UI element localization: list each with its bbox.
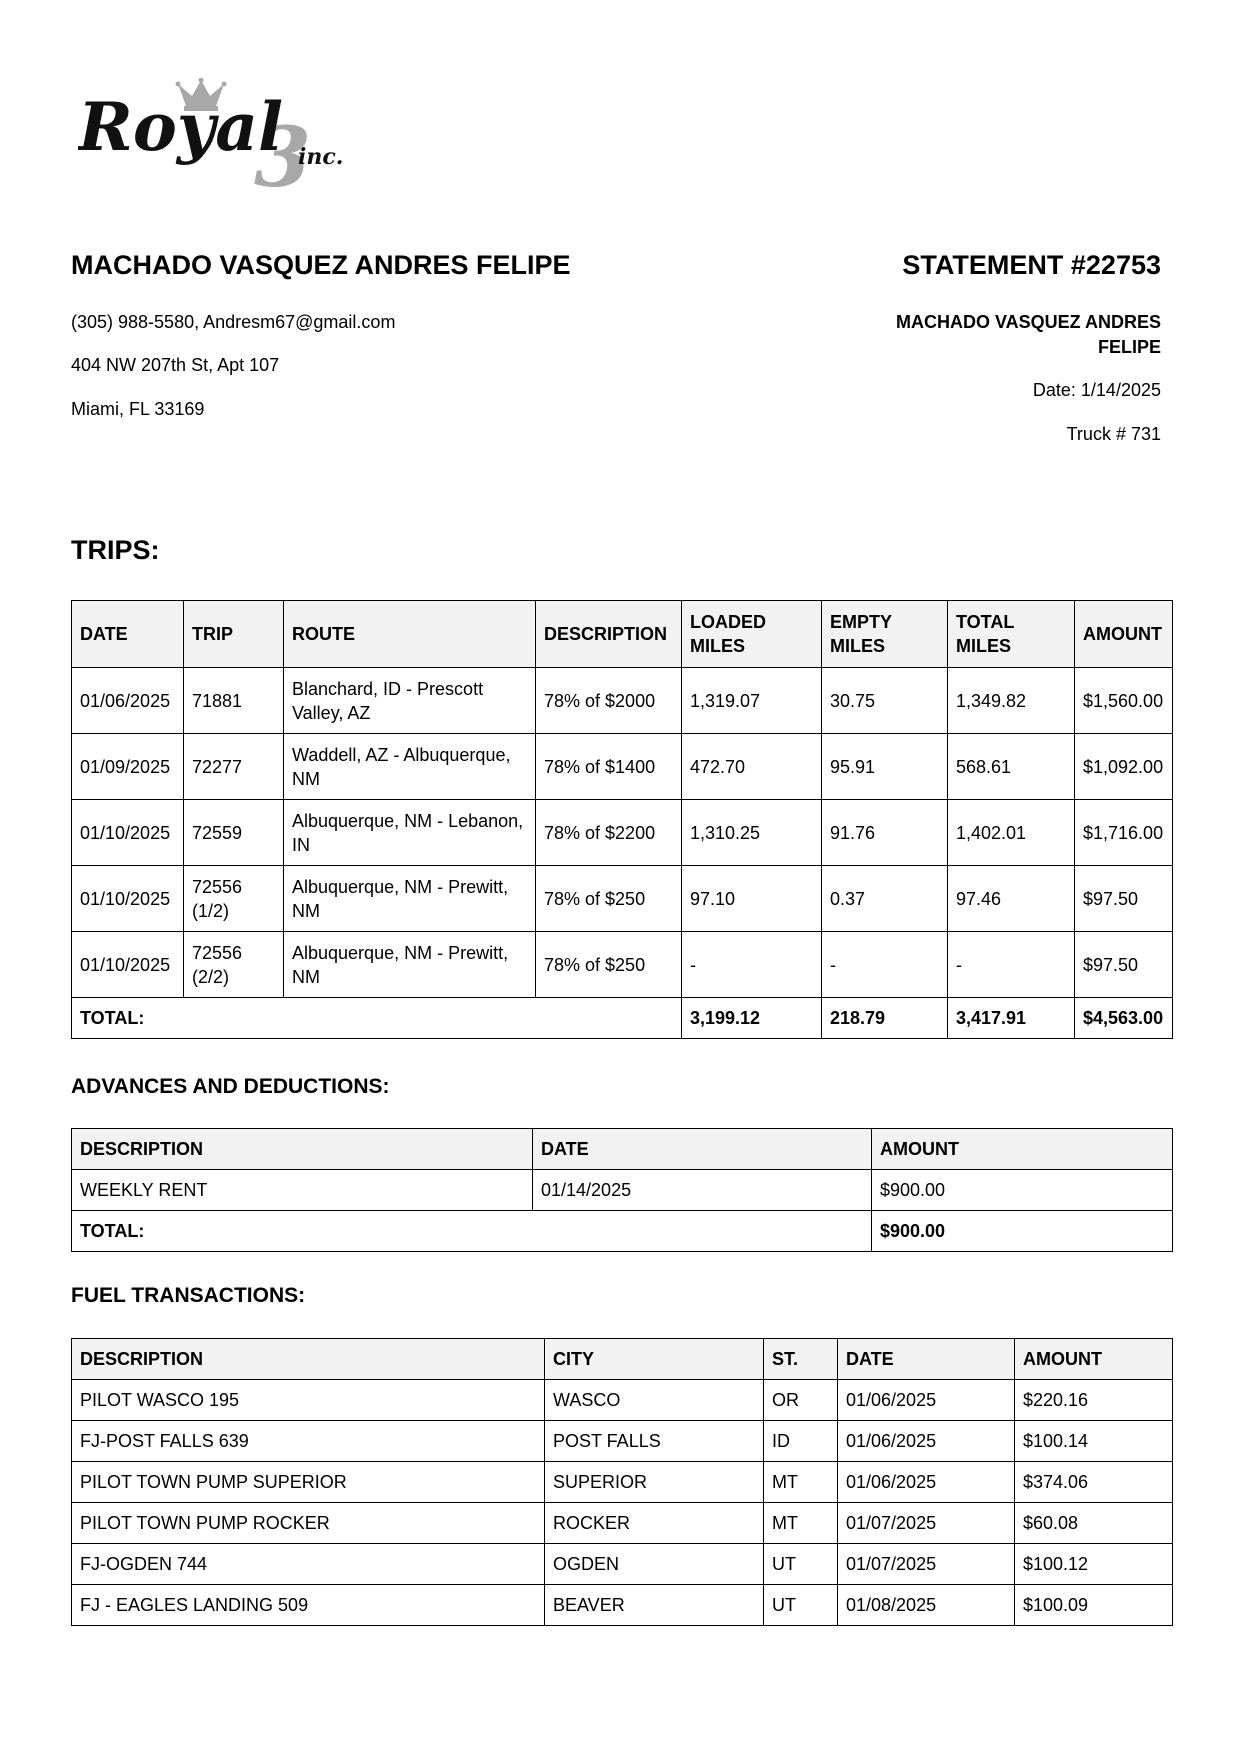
table-cell: $100.14 bbox=[1015, 1421, 1173, 1462]
table-cell: 95.91 bbox=[822, 734, 948, 800]
table-cell: Blanchard, ID - Prescott Valley, AZ bbox=[284, 668, 536, 734]
table-cell: MT bbox=[764, 1503, 838, 1544]
column-header: TRIP bbox=[184, 601, 284, 668]
column-header: AMOUNT bbox=[1075, 601, 1173, 668]
table-cell: 97.46 bbox=[948, 866, 1075, 932]
table-cell: 01/14/2025 bbox=[533, 1170, 872, 1211]
svg-text:inc.: inc. bbox=[298, 144, 344, 170]
table-cell: FJ - EAGLES LANDING 509 bbox=[72, 1585, 545, 1626]
company-logo bbox=[78, 78, 383, 193]
driver-address-line2: Miami, FL 33169 bbox=[71, 399, 205, 419]
table-cell: 0.37 bbox=[822, 866, 948, 932]
table-cell: $97.50 bbox=[1075, 866, 1173, 932]
total-label: TOTAL: bbox=[72, 998, 682, 1039]
fuel-section-title: FUEL TRANSACTIONS: bbox=[71, 1284, 306, 1307]
table-cell: 97.10 bbox=[682, 866, 822, 932]
table-cell: $97.50 bbox=[1075, 932, 1173, 998]
trips-section-title: TRIPS: bbox=[71, 535, 160, 565]
total-label: TOTAL: bbox=[72, 1211, 872, 1252]
table-cell: BEAVER bbox=[545, 1585, 764, 1626]
column-header: DATE bbox=[533, 1129, 872, 1170]
total-loaded-miles: 3,199.12 bbox=[682, 998, 822, 1039]
column-header: DATE bbox=[838, 1339, 1015, 1380]
table-row bbox=[72, 800, 1173, 866]
table-row bbox=[72, 1170, 1173, 1211]
table-cell: 01/06/2025 bbox=[72, 668, 184, 734]
table-cell: $1,092.00 bbox=[1075, 734, 1173, 800]
table-cell: UT bbox=[764, 1585, 838, 1626]
table-cell: PILOT TOWN PUMP SUPERIOR bbox=[72, 1462, 545, 1503]
column-header: TOTAL MILES bbox=[948, 601, 1075, 668]
column-header: DATE bbox=[72, 601, 184, 668]
table-cell: 01/07/2025 bbox=[838, 1544, 1015, 1585]
table-cell: FJ-OGDEN 744 bbox=[72, 1544, 545, 1585]
driver-name: MACHADO VASQUEZ ANDRES FELIPE bbox=[71, 250, 571, 280]
table-cell: $60.08 bbox=[1015, 1503, 1173, 1544]
table-cell: 568.61 bbox=[948, 734, 1075, 800]
table-cell: UT bbox=[764, 1544, 838, 1585]
total-miles: 3,417.91 bbox=[948, 998, 1075, 1039]
table-cell: ID bbox=[764, 1421, 838, 1462]
column-header: DESCRIPTION bbox=[536, 601, 682, 668]
table-cell: $374.06 bbox=[1015, 1462, 1173, 1503]
table-cell: FJ-POST FALLS 639 bbox=[72, 1421, 545, 1462]
table-cell: $220.16 bbox=[1015, 1380, 1173, 1421]
table-cell: Albuquerque, NM - Prewitt, NM bbox=[284, 866, 536, 932]
table-cell: OR bbox=[764, 1380, 838, 1421]
table-cell: $900.00 bbox=[872, 1170, 1173, 1211]
column-header: ST. bbox=[764, 1339, 838, 1380]
table-cell: $1,716.00 bbox=[1075, 800, 1173, 866]
table-cell: Waddell, AZ - Albuquerque, NM bbox=[284, 734, 536, 800]
table-cell: 01/07/2025 bbox=[838, 1503, 1015, 1544]
column-header: ROUTE bbox=[284, 601, 536, 668]
table-cell: 72556 (2/2) bbox=[184, 932, 284, 998]
table-cell: Albuquerque, NM - Prewitt, NM bbox=[284, 932, 536, 998]
statement-driver-name: MACHADO VASQUEZ ANDRES FELIPE bbox=[895, 312, 1161, 357]
table-cell: - bbox=[948, 932, 1075, 998]
table-cell: PILOT WASCO 195 bbox=[72, 1380, 545, 1421]
table-cell: Albuquerque, NM - Lebanon, IN bbox=[284, 800, 536, 866]
table-cell: $1,560.00 bbox=[1075, 668, 1173, 734]
table-row bbox=[72, 1421, 1173, 1462]
trips-table bbox=[71, 600, 1173, 1039]
table-cell: - bbox=[822, 932, 948, 998]
table-cell: 91.76 bbox=[822, 800, 948, 866]
table-cell: 1,319.07 bbox=[682, 668, 822, 734]
truck-number: Truck # 731 bbox=[1066, 424, 1161, 444]
fuel-header-row bbox=[72, 1339, 1173, 1380]
table-cell: 1,310.25 bbox=[682, 800, 822, 866]
table-cell: PILOT TOWN PUMP ROCKER bbox=[72, 1503, 545, 1544]
statement-title: STATEMENT #22753 bbox=[902, 250, 1161, 280]
table-cell: WASCO bbox=[545, 1380, 764, 1421]
table-cell: 71881 bbox=[184, 668, 284, 734]
driver-address-line1: 404 NW 207th St, Apt 107 bbox=[71, 355, 280, 375]
table-cell: 72277 bbox=[184, 734, 284, 800]
table-row bbox=[72, 734, 1173, 800]
table-cell: $100.09 bbox=[1015, 1585, 1173, 1626]
advances-table bbox=[71, 1128, 1173, 1252]
table-row bbox=[72, 1462, 1173, 1503]
column-header: EMPTY MILES bbox=[822, 601, 948, 668]
svg-text:Royal: Royal bbox=[78, 88, 284, 166]
table-cell: 01/10/2025 bbox=[72, 866, 184, 932]
table-cell: 01/06/2025 bbox=[838, 1421, 1015, 1462]
table-cell: 01/10/2025 bbox=[72, 932, 184, 998]
table-cell: 1,349.82 bbox=[948, 668, 1075, 734]
total-amount: $900.00 bbox=[872, 1211, 1173, 1252]
table-cell: SUPERIOR bbox=[545, 1462, 764, 1503]
table-row bbox=[72, 1380, 1173, 1421]
table-cell: 78% of $250 bbox=[536, 932, 682, 998]
total-amount: $4,563.00 bbox=[1075, 998, 1173, 1039]
table-cell: $100.12 bbox=[1015, 1544, 1173, 1585]
table-cell: POST FALLS bbox=[545, 1421, 764, 1462]
table-cell: 472.70 bbox=[682, 734, 822, 800]
table-row bbox=[72, 932, 1173, 998]
column-header: CITY bbox=[545, 1339, 764, 1380]
column-header: LOADED MILES bbox=[682, 601, 822, 668]
table-cell: 01/10/2025 bbox=[72, 800, 184, 866]
table-row bbox=[72, 866, 1173, 932]
table-cell: 01/08/2025 bbox=[838, 1585, 1015, 1626]
table-cell: 1,402.01 bbox=[948, 800, 1075, 866]
table-cell: 72559 bbox=[184, 800, 284, 866]
table-cell: MT bbox=[764, 1462, 838, 1503]
column-header: DESCRIPTION bbox=[72, 1339, 545, 1380]
advances-section-title: ADVANCES AND DEDUCTIONS: bbox=[71, 1075, 390, 1098]
table-row bbox=[72, 1585, 1173, 1626]
table-cell: 78% of $250 bbox=[536, 866, 682, 932]
table-cell: 78% of $1400 bbox=[536, 734, 682, 800]
table-cell: - bbox=[682, 932, 822, 998]
crown-logo-icon bbox=[78, 78, 383, 193]
table-cell: 01/06/2025 bbox=[838, 1462, 1015, 1503]
svg-text:3: 3 bbox=[254, 110, 312, 193]
column-header: AMOUNT bbox=[1015, 1339, 1173, 1380]
column-header: AMOUNT bbox=[872, 1129, 1173, 1170]
advances-header-row bbox=[72, 1129, 1173, 1170]
table-cell: 01/06/2025 bbox=[838, 1380, 1015, 1421]
table-cell: 78% of $2200 bbox=[536, 800, 682, 866]
table-row bbox=[72, 1503, 1173, 1544]
table-row bbox=[72, 1544, 1173, 1585]
table-cell: 78% of $2000 bbox=[536, 668, 682, 734]
table-cell: WEEKLY RENT bbox=[72, 1170, 533, 1211]
table-cell: 72556 (1/2) bbox=[184, 866, 284, 932]
driver-contact: (305) 988-5580, Andresm67@gmail.com bbox=[71, 312, 396, 332]
trips-total-row bbox=[72, 998, 1173, 1039]
table-cell: 30.75 bbox=[822, 668, 948, 734]
trips-header-row bbox=[72, 601, 1173, 668]
total-empty-miles: 218.79 bbox=[822, 998, 948, 1039]
column-header: DESCRIPTION bbox=[72, 1129, 533, 1170]
advances-total-row bbox=[72, 1211, 1173, 1252]
table-cell: ROCKER bbox=[545, 1503, 764, 1544]
statement-date: Date: 1/14/2025 bbox=[1032, 380, 1161, 400]
fuel-table bbox=[71, 1338, 1173, 1626]
table-row bbox=[72, 668, 1173, 734]
table-cell: 01/09/2025 bbox=[72, 734, 184, 800]
table-cell: OGDEN bbox=[545, 1544, 764, 1585]
